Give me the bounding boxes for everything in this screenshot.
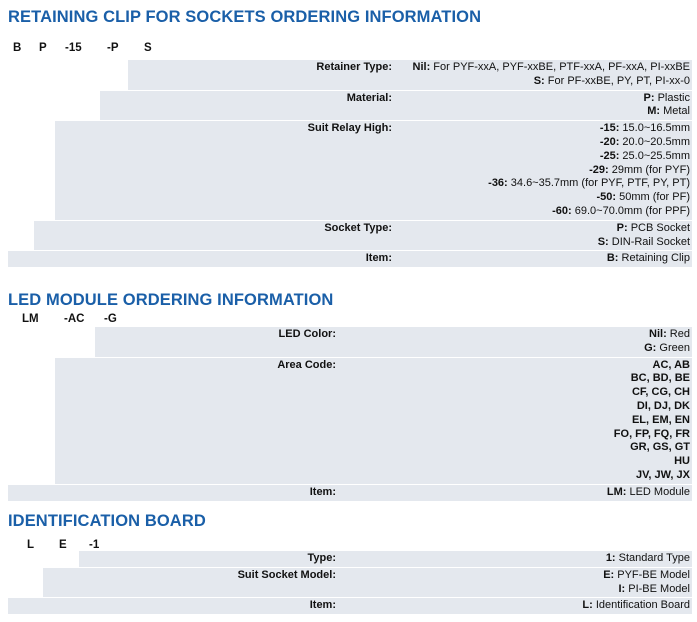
option-value [647,105,690,117]
option-code: 1: [605,552,616,564]
option-code: B: [606,252,619,265]
option-value [607,486,690,498]
option-row-box [8,485,692,501]
option-description: Metal [660,105,690,118]
option-code: JV, JW, JX [635,469,690,481]
option-code: G: [644,341,657,354]
order-code-segment: LM [22,313,39,325]
option-code: L: [582,599,593,612]
option-description: DIN-Rail Socket [608,235,690,248]
option-code: Nil: [649,328,667,340]
code-row-box [8,40,160,58]
option-row-box [43,568,692,598]
option-label: Item: [365,252,392,265]
option-description: 34.6~35.7mm (for PYF, PTF, PY, PT) [507,177,690,190]
option-value [674,455,690,467]
option-value [636,469,690,481]
option-code: P: [643,91,655,104]
option-code: HU [674,455,690,468]
option-description: PCB Socket [627,221,690,234]
option-row-box [8,251,692,267]
option-label: Type: [307,552,336,564]
option-value [630,441,690,453]
option-code: -60: [552,205,572,217]
option-value [653,359,690,371]
option-code: -36: [488,177,508,190]
option-description: 20.0~20.5mm [619,136,690,148]
option-code: -50: [596,191,617,204]
option-code: -20: [599,136,620,148]
option-code: AC, AB [652,358,690,371]
option-value [606,552,690,564]
option-label: LED Color: [278,328,336,340]
option-value [631,372,690,384]
option-value [607,252,690,264]
option-code: BC, BD, BE [630,372,690,385]
option-code: DI, DJ, DK [636,400,690,412]
option-description: 25.0~25.5mm [619,149,690,162]
option-description: Retaining Clip [618,252,690,265]
option-value [649,328,690,340]
option-description: Identification Board [592,599,690,612]
led-module-title: LED MODULE ORDERING INFORMATION [8,291,334,309]
option-code: CF, CG, CH [631,386,690,399]
option-value [632,386,690,398]
order-code-segment: P [39,42,47,54]
order-code-segment: S [144,42,152,54]
option-code: S: [597,235,609,248]
option-label: Suit Socket Model: [237,568,336,581]
option-code: -25: [599,149,620,162]
option-value [552,205,690,217]
option-value [582,599,690,611]
option-description: Plastic [654,91,690,104]
option-description: For PF-xxBE, PY, PT, PI-xx-0 [544,74,690,87]
option-description: Green [656,341,690,354]
option-value [413,61,690,73]
option-value [632,414,690,426]
option-value [637,400,690,412]
option-code: S: [533,74,545,87]
identification-board-title: IDENTIFICATION BOARD [8,512,206,530]
option-value [534,75,690,87]
order-code-segment: B [13,42,22,54]
option-row-box [55,358,692,484]
option-description: PI-BE Model [625,582,690,595]
option-value [600,150,690,162]
option-description: Red [666,328,690,340]
order-code-segment: L [27,539,35,551]
option-code: EL, EM, EN [631,413,690,426]
option-row-box [100,91,692,121]
option-code: LM: [606,485,627,498]
option-description: 15.0~16.5mm [619,122,690,135]
retaining-clip-title: RETAINING CLIP FOR SOCKETS ORDERING INFORMATION [8,8,482,26]
option-description: 69.0~70.0mm (for PPF) [571,205,690,217]
option-label: Material: [346,91,392,104]
option-label: Socket Type: [324,221,392,234]
option-row-box [79,551,692,567]
option-value [618,583,690,595]
option-code: I: [618,582,626,595]
option-value [644,92,690,104]
option-value [603,569,690,581]
option-value [589,164,690,176]
option-description: 50mm (for PF) [616,191,690,204]
order-code-segment: -G [104,313,117,325]
option-label: Item: [309,599,336,612]
order-code-segment: E [59,539,67,551]
option-value [600,136,690,148]
order-code-segment: -P [107,42,119,54]
option-description: For PYF-xxA, PYF-xxBE, PTF-xxA, PF-xxA, PI-xxBE [430,61,690,73]
option-code: P: [616,221,628,234]
option-label: Suit Relay High: [307,122,392,135]
option-code: Nil: [412,61,431,73]
order-code-segment: -AC [64,313,85,325]
option-value [644,342,690,354]
option-code: FO, FP, FQ, FR [613,427,690,440]
option-label: Area Code: [277,358,336,371]
option-code: GR, GS, GT [630,441,690,454]
option-row-box [95,327,692,357]
option-label: Retainer Type: [316,61,392,73]
option-value [488,177,690,189]
option-value [614,428,690,440]
order-code-segment: -1 [89,539,100,551]
option-description: PYF-BE Model [614,568,690,581]
option-description: Standard Type [615,552,690,564]
option-label: Item: [309,485,336,498]
option-value [598,236,690,248]
order-code-segment: -15 [65,42,82,54]
option-code: E: [603,568,615,581]
option-description: LED Module [626,485,690,498]
option-code: M: [647,105,661,118]
option-code: -15: [599,122,620,135]
option-description: 29mm (for PYF) [608,163,690,176]
option-code: -29: [589,163,609,176]
option-value [600,122,690,134]
option-value [617,222,690,234]
option-value [596,191,690,203]
